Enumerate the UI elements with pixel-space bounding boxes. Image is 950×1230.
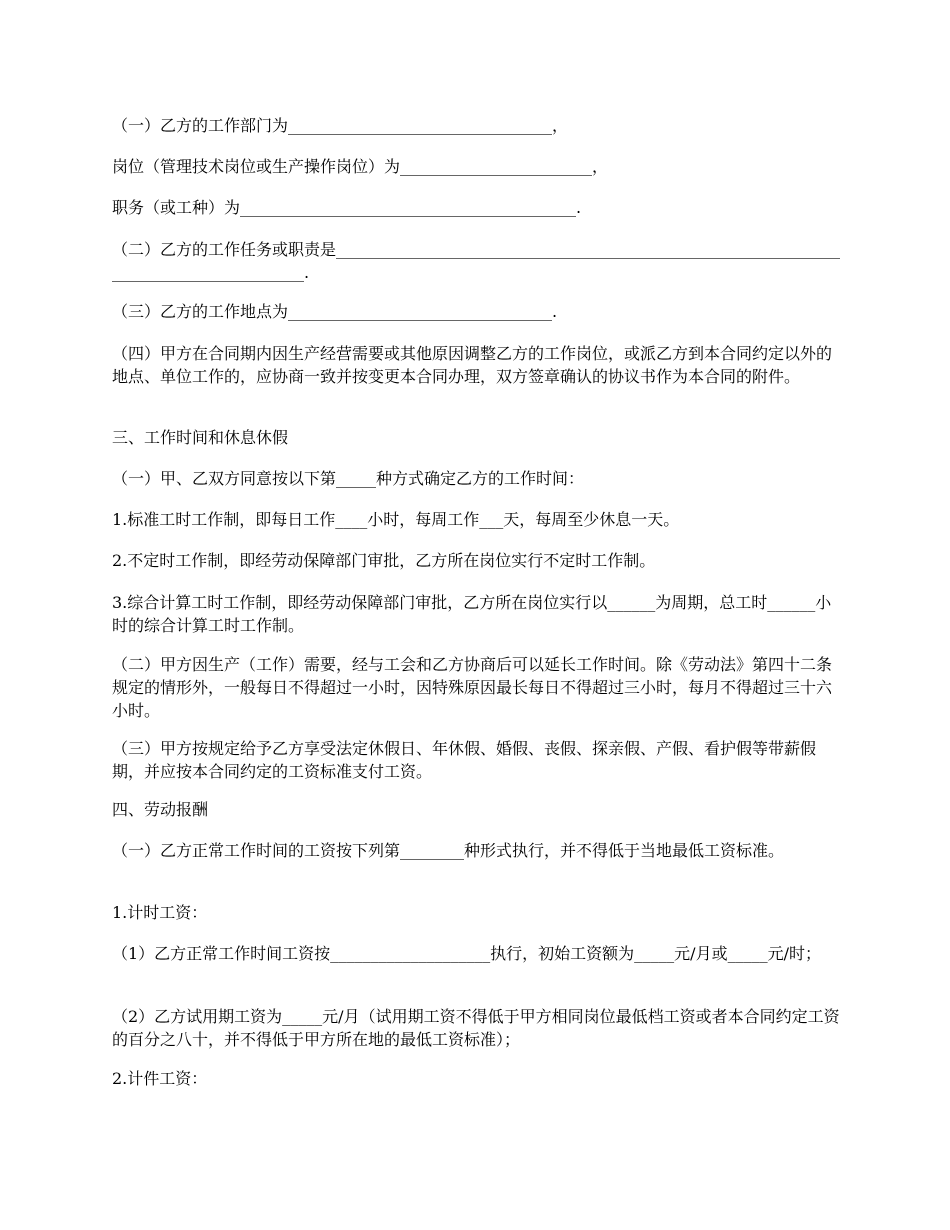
section-heading-working-hours: 三、工作时间和休息休假 bbox=[112, 428, 289, 447]
clause-work-department: （一）乙方的工作部门为_________________________________， bbox=[112, 116, 569, 135]
clause-paid-leave: （三）甲方按规定给予乙方享受法定休假日、年休假、婚假、丧假、探亲假、产假、看护假等带薪假期，并应按本合同约定的工资标准支付工资。 bbox=[112, 739, 817, 781]
subheading-piece-wage: 2.计件工资： bbox=[112, 1069, 208, 1088]
clause-normal-wage: （1）乙方正常工作时间工资按____________________执行，初始工资额为_____元/月或_____元/时； bbox=[112, 944, 821, 963]
clause-hours-method: （一）甲、乙双方同意按以下第_____种方式确定乙方的工作时间： bbox=[112, 469, 585, 488]
clause-duties: （二）乙方的工作任务或职责是_______________________________________________________________________________________. bbox=[112, 240, 841, 282]
clause-comprehensive-hours: 3.综合计算工时工作制，即经劳动保障部门审批，乙方所在岗位实行以______为周期，总工时______小时的综合计算工时工作制。 bbox=[112, 593, 832, 635]
clause-standard-hours: 1.标准工时工作制，即每日工作____小时，每周工作___天，每周至少休息一天。 bbox=[112, 510, 680, 529]
clause-job-title: 职务（或工种）为__________________________________________. bbox=[112, 198, 582, 217]
clause-flexible-hours: 2.不定时工作制，即经劳动保障部门审批，乙方所在岗位实行不定时工作制。 bbox=[112, 551, 656, 570]
clause-position-adjustment: （四）甲方在合同期内因生产经营需要或其他原因调整乙方的工作岗位，或派乙方到本合同约定以外的地点、单位工作的，应协商一致并按变更本合同办理，双方签章确认的协议书作为本合同的附件。 bbox=[112, 344, 833, 386]
clause-work-location: （三）乙方的工作地点为_________________________________. bbox=[112, 302, 558, 321]
clause-probation-wage: （2）乙方试用期工资为_____元/月（试用期工资不得低于甲方相同岗位最低档工资或者本合同约定工资的百分之八十，并不得低于甲方所在地的最低工资标准）； bbox=[112, 1007, 840, 1049]
clause-wage-form: （一）乙方正常工作时间的工资按下列第________种形式执行，并不得低于当地最低工资标准。 bbox=[112, 841, 785, 860]
clause-overtime: （二）甲方因生产（工作）需要，经与工会和乙方协商后可以延长工作时间。除《劳动法》第四十二条规定的情形外，一般每日不得超过一小时，因特殊原因最长每日不得超过三小时，每月不得超过三十六小时。 bbox=[112, 655, 833, 720]
clause-job-position: 岗位（管理技术岗位或生产操作岗位）为________________________， bbox=[112, 157, 609, 176]
section-heading-remuneration: 四、劳动报酬 bbox=[112, 800, 209, 819]
subheading-time-wage: 1.计时工资： bbox=[112, 903, 208, 922]
